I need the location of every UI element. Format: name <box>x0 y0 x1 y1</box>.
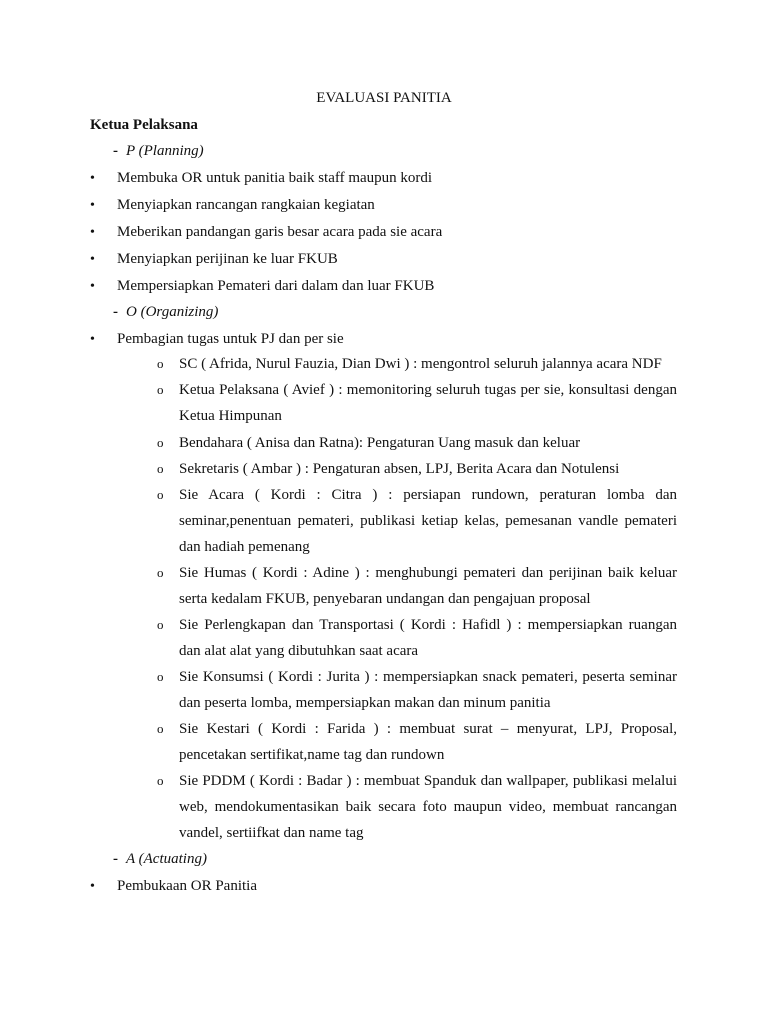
list-item <box>90 330 344 349</box>
sub-list-item-text: SC ( Afrida, Nurul Fauzia, Dian Dwi ) : mengontrol seluruh jalannya acara NDF <box>179 356 662 372</box>
sub-list-item <box>157 560 677 612</box>
list-item <box>90 277 434 296</box>
circle-bullet-icon: o <box>157 356 164 371</box>
circle-bullet-icon: o <box>157 773 164 788</box>
document-title: EVALUASI PANITIA <box>316 90 452 106</box>
dash-marker: - <box>113 304 118 320</box>
list-item-text: Pembukaan OR Panitia <box>117 878 257 894</box>
section-heading: Ketua Pelaksana <box>90 117 198 133</box>
sub-list-item-text: Sekretaris ( Ambar ) : Pengaturan absen, LPJ, Berita Acara dan Notulensi <box>179 461 620 477</box>
organizing-label: O (Organizing) <box>126 304 219 320</box>
list-item-text: Menyiapkan perijinan ke luar FKUB <box>117 251 338 267</box>
planning-label-row <box>113 142 204 160</box>
sub-list-item <box>157 377 677 429</box>
bullet-marker: • <box>90 198 95 213</box>
sub-list-item-text: Sie Konsumsi ( Kordi : Jurita ) : mempersiapkan snack pemateri, peserta seminar dan peserta lomba, mempersiapkan makan dan minum panitia <box>179 669 677 711</box>
sub-list-item <box>157 430 677 456</box>
circle-bullet-icon: o <box>157 721 164 736</box>
list-item <box>90 250 338 269</box>
bullet-marker: • <box>90 332 95 347</box>
dash-marker: - <box>113 851 118 867</box>
circle-bullet-icon: o <box>157 461 164 476</box>
sub-list-item <box>157 482 677 560</box>
sub-list-item <box>157 351 677 377</box>
list-item-text: Pembagian tugas untuk PJ dan per sie <box>117 331 344 347</box>
sub-list-item-text: Sie Acara ( Kordi : Citra ) : persiapan rundown, peraturan lomba dan seminar,penentuan pemateri, publikasi ketiap kelas, pemesanan vandle pemateri dan hadiah pemenang <box>179 487 677 555</box>
circle-bullet-icon: o <box>157 487 164 502</box>
sub-list-item <box>157 612 677 664</box>
list-item-text: Meberikan pandangan garis besar acara pada sie acara <box>117 224 443 240</box>
sub-list-item <box>157 768 677 846</box>
sub-list-item-text: Sie Humas ( Kordi : Adine ) : menghubungi pemateri dan perijinan baik keluar serta kedalam FKUB, penyebaran undangan dan pengajuan proposal <box>179 565 677 607</box>
circle-bullet-icon: o <box>157 669 164 684</box>
bullet-marker: • <box>90 171 95 186</box>
actuating-label: A (Actuating) <box>126 851 207 867</box>
planning-label: P (Planning) <box>126 143 204 159</box>
circle-bullet-icon: o <box>157 617 164 632</box>
list-item <box>90 196 375 215</box>
bullet-marker: • <box>90 225 95 240</box>
sub-list-item-text: Sie Kestari ( Kordi : Farida ) : membuat surat – menyurat, LPJ, Proposal, pencetakan sertifikat,name tag dan rundown <box>179 721 677 763</box>
sub-list-item-text: Bendahara ( Anisa dan Ratna): Pengaturan Uang masuk dan keluar <box>179 435 581 451</box>
list-item <box>90 169 432 188</box>
organizing-label-row <box>113 303 218 321</box>
list-item-text: Menyiapkan rancangan rangkaian kegiatan <box>117 197 375 213</box>
circle-bullet-icon: o <box>157 435 164 450</box>
dash-marker: - <box>113 143 118 159</box>
list-item <box>90 877 257 896</box>
sub-list-item-text: Sie Perlengkapan dan Transportasi ( Kordi : Hafidl ) : mempersiapkan ruangan dan alat alat yang dibutuhkan saat acara <box>179 617 677 659</box>
sub-list-item-text: Sie PDDM ( Kordi : Badar ) : membuat Spanduk dan wallpaper, publikasi melalui web, mendokumentasikan baik secara foto maupun video, membuat rancangan vandel, sertiifkat dan name tag <box>179 773 677 841</box>
sub-list-item-text: Ketua Pelaksana ( Avief ) : memonitoring seluruh tugas per sie, konsultasi dengan Ketua Himpunan <box>179 382 677 424</box>
bullet-marker: • <box>90 879 95 894</box>
sub-list-item <box>157 664 677 716</box>
actuating-label-row <box>113 850 207 868</box>
circle-bullet-icon: o <box>157 565 164 580</box>
bullet-marker: • <box>90 252 95 267</box>
list-item-text: Mempersiapkan Pemateri dari dalam dan luar FKUB <box>117 278 435 294</box>
sub-list-item <box>157 456 677 482</box>
sub-list-item <box>157 716 677 768</box>
list-item-text: Membuka OR untuk panitia baik staff maupun kordi <box>117 170 433 186</box>
bullet-marker: • <box>90 279 95 294</box>
list-item <box>90 223 442 242</box>
circle-bullet-icon: o <box>157 382 164 397</box>
